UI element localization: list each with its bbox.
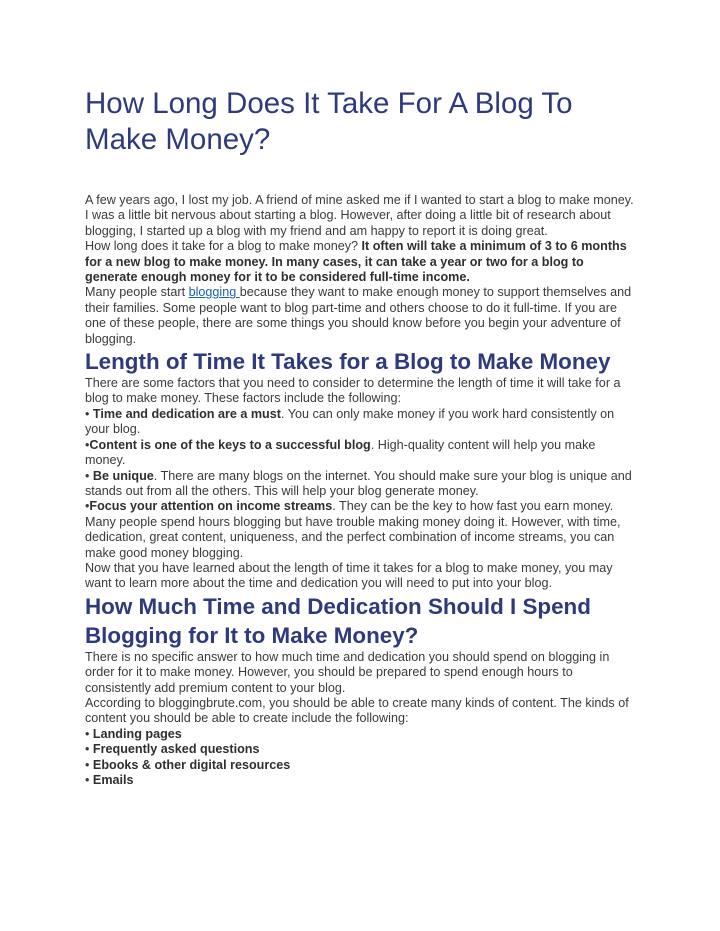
bullet: •: [85, 742, 93, 757]
intro-paragraph-1: A few years ago, I lost my job. A friend of mine asked me if I wanted to start a blog to make money. I was a little bit nervous about starting a blog. However, after doing a little bit of research about blogging, I started up a blog with my friend and am happy to report it is doing great.: [85, 193, 634, 238]
factor-text: . You can only make money if you work hard consistently on your blog.: [85, 406, 615, 437]
bullet: •: [85, 726, 93, 741]
bullet: •: [85, 499, 90, 514]
content-type-label: Emails: [92, 773, 134, 787]
intro-p3-text-after: because they want to make enough money to support themselves and their families. Some people want to blog part-time and others choose to do it full-time. If you are one of these people, there are some things you should know before you begin your adventure of blogging.: [85, 285, 632, 346]
page-title: How Long Does It Take For A Blog To Make Money?: [85, 87, 573, 156]
intro-p3-text-before: Many people start: [85, 285, 189, 300]
factor-item: [85, 469, 637, 500]
intro-question: How long does it take for a blog to make money?: [85, 239, 362, 254]
bullet: •: [85, 757, 93, 772]
content-type-item: [85, 727, 637, 742]
section1-paragraph-after-2: Now that you have learned about the length of time it takes for a blog to make money, you may want to learn more about the time and dedication you will need to put into your blog.: [85, 560, 613, 591]
bullet: •: [85, 437, 90, 452]
factor-item: [85, 407, 637, 438]
content-type-item: [85, 742, 637, 757]
intro-paragraph-3: [85, 285, 637, 347]
content-type-label: Ebooks & other digital resources: [92, 757, 291, 772]
section2-paragraph-2: According to bloggingbrute.com, you should be able to create many kinds of content. The kinds of content you should be able to create include the following:: [85, 695, 629, 726]
factor-title: Content is one of the keys to a successful blog: [89, 437, 371, 452]
content-type-label: Landing pages: [92, 726, 182, 741]
bullet: •: [85, 468, 93, 483]
content-type-label: Frequently asked questions: [92, 742, 260, 757]
factor-title: Be unique: [92, 468, 154, 483]
intro-answer: It often will take a minimum of 3 to 6 months for a new blog to make money. In many cases, it can take a year or two for a blog to generate enough money for it to be considered full-time income.: [85, 239, 627, 285]
intro-paragraph-2: [85, 239, 637, 285]
content-type-item: [85, 758, 637, 773]
section-heading-length-of-time: Length of Time It Takes for a Blog to Make Money: [85, 349, 611, 375]
bullet: •: [85, 773, 93, 787]
bullet: •: [85, 406, 93, 421]
blogging-link[interactable]: blogging: [188, 285, 240, 300]
factor-text: . There are many blogs on the internet. You should make sure your blog is unique and stands out from all the others. This will help your blog generate money.: [85, 468, 632, 498]
section1-paragraph-after-1: Many people spend hours blogging but have trouble making money doing it. However, with time, dedication, great content, uniqueness, and the perfect combination of income streams, you can make good money blogging.: [85, 514, 621, 560]
section-heading-time-and-dedication: How Much Time and Dedication Should I Spend Blogging for It to Make Money?: [85, 593, 591, 648]
factor-title: Focus your attention on income streams: [89, 499, 333, 514]
factor-item: [85, 438, 637, 469]
content-type-item: [85, 773, 637, 788]
factor-title: Time and dedication are a must: [92, 406, 281, 421]
document-body: [85, 86, 637, 788]
section1-intro: There are some factors that you need to consider to determine the length of time it will take for a blog to make money. These factors include the following:: [85, 376, 621, 406]
section2-paragraph-1: There is no specific answer to how much time and dedication you should spend on blogging in order for it to make money. However, you should be prepared to spend enough hours to consistently add premium content to your blog.: [85, 649, 610, 695]
factor-item: [85, 499, 637, 514]
factor-text: . High-quality content will help you make money.: [85, 437, 596, 468]
factor-text: . They can be the key to how fast you earn money.: [332, 499, 614, 514]
